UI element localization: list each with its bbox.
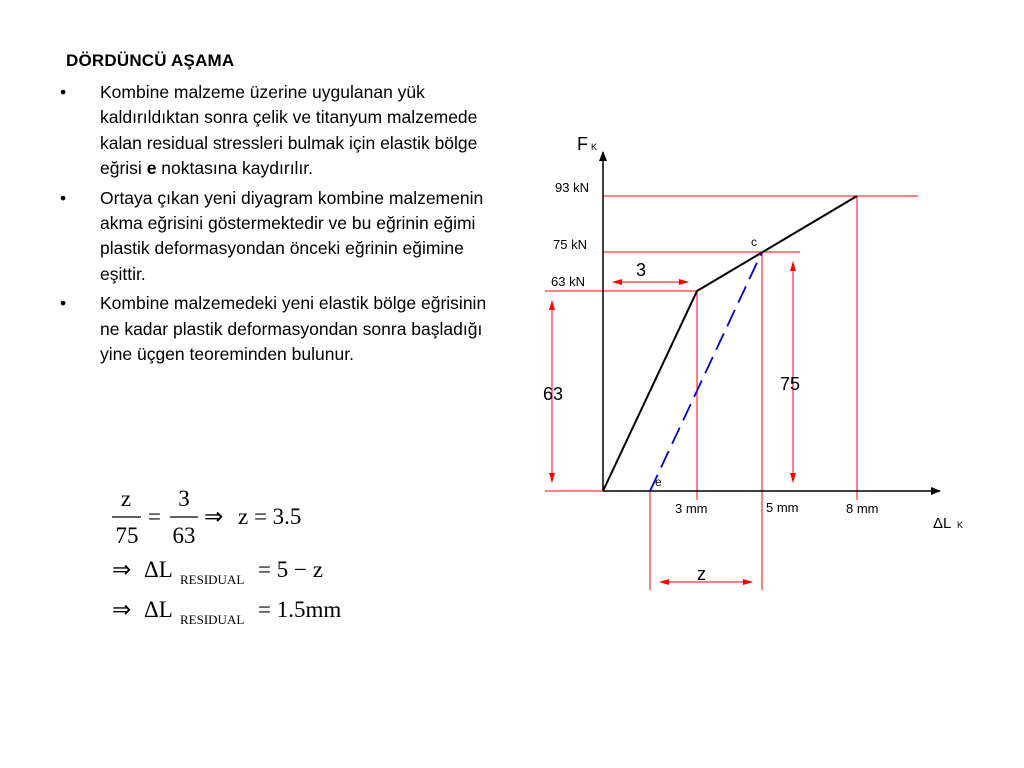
x-axis-subscript: K [957,520,964,530]
residual-result: = 1.5mm [258,597,342,622]
residual-subscript: RESIDUAL [180,572,245,587]
point-e-label: e [655,475,662,489]
bullet-symbol: • [60,187,67,208]
bullet-bold: e [146,158,157,179]
bullet-text: Ortaya çıkan yeni diyagram kombine malzemenin akma eğrisini göstermektedir ve bu eğrinin eğimi plastik deformasyondan önceki eğrinin eğimine eşittir. [100,187,484,284]
bullet-text: Kombine malzemedeki yeni elastik bölge eğrisinin ne kadar plastik deformasyondan sonra başladığı yine üçgen teoreminden bulunur. [100,293,487,365]
implies-arrow: ⇒ [112,557,132,582]
frac1-numerator: z [120,486,132,511]
implies-arrow: ⇒ [112,597,132,622]
x-tick-3mm: 3 mm [675,501,708,516]
y-tick-75: 75 kN [553,237,587,252]
bullet-symbol: • [60,82,67,102]
x-tick-5mm: 5 mm [766,500,799,515]
residual-subscript: RESIDUAL [180,612,245,627]
frac2-numerator: 3 [178,486,190,511]
dimension-label-3: 3 [636,260,647,280]
dimension-label-75: 75 [780,374,801,394]
frac2-denominator: 63 [172,523,196,548]
y-tick-93: 93 kN [555,180,589,195]
x-axis-label: ΔL [933,515,952,532]
bullet-symbol: • [60,293,67,314]
point-c-label: c [751,235,757,249]
dimension-label-z: z [697,564,706,584]
loading-curve [603,196,857,491]
frac1-denominator: 75 [115,523,139,548]
implies-arrow: ⇒ [204,504,224,529]
y-axis-label: F [577,134,588,154]
y-tick-63: 63 kN [551,274,585,289]
bullet-text-end: noktasına kaydırılır. [156,158,314,179]
unloading-line [650,252,762,491]
result-z: z = 3.5 [238,504,302,529]
equals-sign: = [148,504,161,529]
delta-l-symbol: ΔL [144,557,173,582]
dimension-label-63: 63 [543,384,564,404]
slide-heading: DÖRDÜNCÜ AŞAMA [66,51,235,70]
y-axis-subscript: K [591,142,598,152]
delta-l-symbol: ΔL [144,597,173,622]
bullet-text: Kombine malzeme üzerine uygulanan yük kaldırıldıktan sonra çelik ve titanyum malzemede kalan residual stressleri bulmak için elastik bölge eğrisi [100,82,478,179]
x-tick-8mm: 8 mm [846,501,879,516]
residual-equation: = 5 − z [258,557,323,582]
